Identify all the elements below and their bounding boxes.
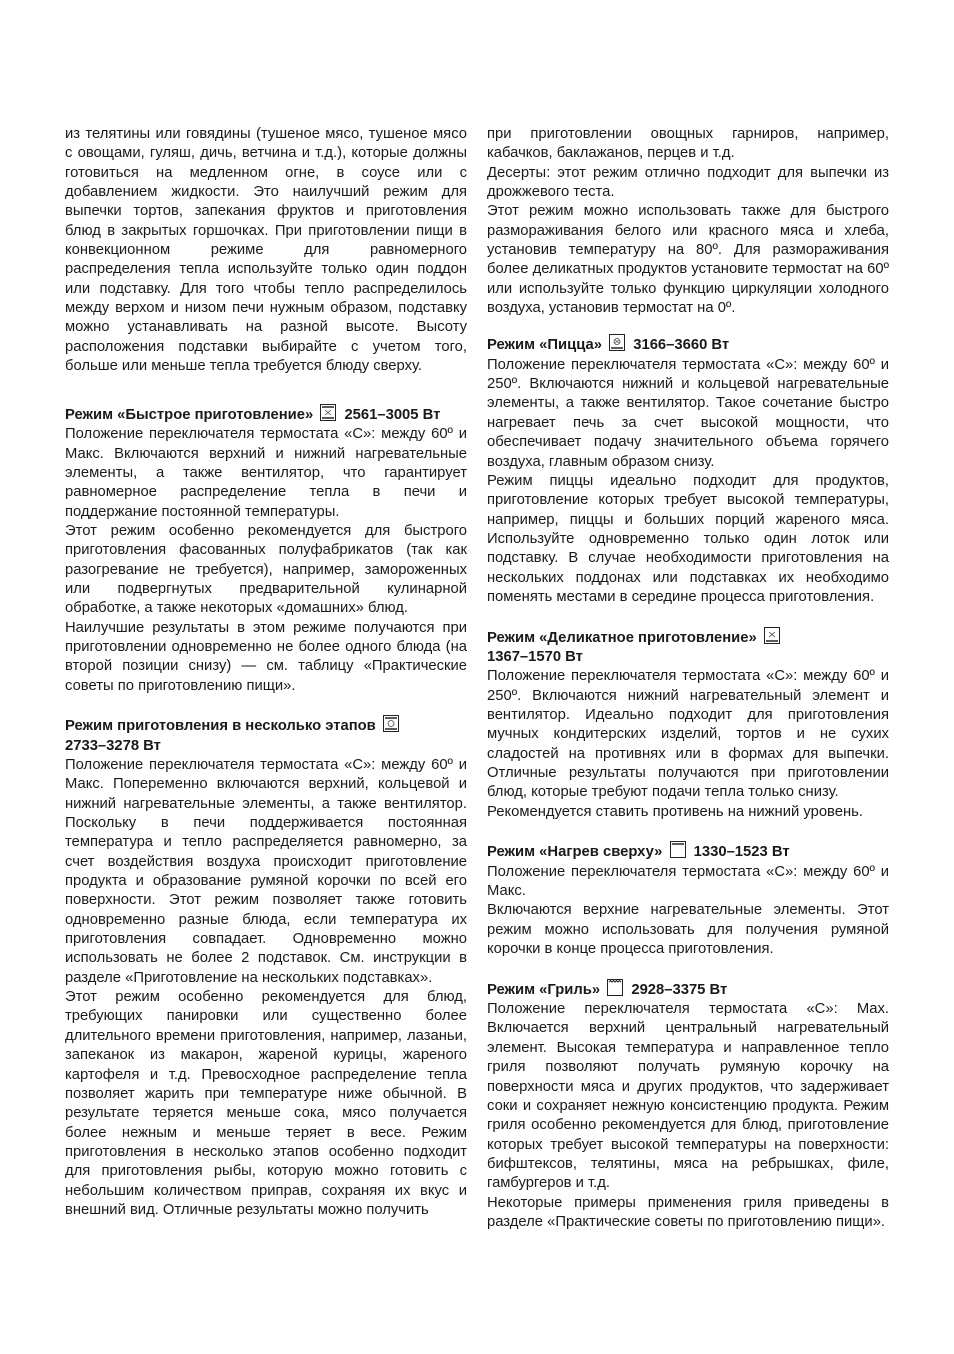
top-mode-power: 1330–1523 Вт xyxy=(693,844,790,861)
delicate-mode-paragraph-1: Положение переключателя термостата «С»: между 60º и 250º. Включаются нижний нагревательный элемент и вентилятор. Идеально подходит для приготовления мучных кондитерских изделий, тортов и не сухих сладостей на противнях или в формах для выпечки. Отличные результаты получаются при приготовлении блюд, которые требуют подачи тепла только снизу. xyxy=(487,668,889,801)
intro-paragraph: из телятины или говядины (тушеное мясо, тушеное мясо с овощами, гуляш, дичь, ветчина и т.д.), которые должны готовиться на медленном огне, в соусе или с добавлением жидкости. Это наилучший режим для выпечки тортов, запекания фруктов и приготовления блюд в закрытых горшочках. При приготовлении пищи в конвекционном режиме для равномерного распределения тепла используйте только один поддон или подставку. Для того чтобы тепло распределилось между верхом и низом печи нужным образом, подставку можно устанавливать на разной высоте. Высоту расположения подставки выбирайте с учетом того, больше или меньше тепла требуется блюду сверху. xyxy=(65,126,467,375)
right-intro-paragraph-2: Десерты: этот режим отлично подходит для выпечки из дрожжевого теста. xyxy=(487,164,889,201)
right-intro-paragraph-1: при приготовлении овощных гарниров, например, кабачков, баклажанов, перцев и т.д. xyxy=(487,126,889,162)
multi-mode-paragraph-1: Положение переключателя термостата «С»: между 60º и Макс. Попеременно включаются верхний, кольцевой и нижний нагревательные элементы, а также вентилятор. Поскольку в печи поддерживается постоянная температура и тепло распределяется равномерно, за счет воздействия воздуха происходит приготовление продукта и образование румяной корочки по всей его поверхности. Этот режим позволяет также готовить одновременно разные блюда, если температура их приготовления совпадает. Одновременно можно использовать не более 2 подставок. См. инструкции в разделе «Приготовление на нескольких подставках». xyxy=(65,757,467,986)
multi-mode-paragraph-2: Этот режим особенно рекомендуется для блюд, требующих панировки или существенно более длительного времени приготовления, например, лазаньи, запеканок из макарон, жареной курицы, жареного картофеля и т.д. Превосходное распределение тепла позволяет жарить при температуре ниже обычной. В результате теряется меньше сока, мясо получается более нежным и меньше теряет в весе. Режим приготовления в несколько этапов особенно подходит для приготовления рыбы, которую можно готовить с небольшим количеством приправ, сохраняя их вкус и внешний вид. Отличные результаты можно получить xyxy=(65,989,467,1218)
section-heading-fast xyxy=(65,404,467,425)
delicate-mode-title: Режим «Деликатное приготовление» xyxy=(487,629,757,646)
pizza-mode-icon xyxy=(609,334,625,351)
pizza-mode-title: Режим «Пицца» xyxy=(487,337,602,354)
top-mode-title: Режим «Нагрев сверху» xyxy=(487,844,663,861)
section-heading-delicate xyxy=(487,627,889,668)
top-mode-paragraph-2: Включаются верхние нагревательные элементы. Этот режим можно использовать для получения румяной корочки в конце процесса приготовления. xyxy=(487,902,889,958)
section-heading-grill xyxy=(487,979,889,1000)
right-column xyxy=(487,125,889,1232)
grill-mode-paragraph-1: Положение переключателя термостата «С»: Max. Включается верхний центральный нагревательный элемент. Высокая температура и направленное тепло гриля позволяют получать румяную корочку на поверхности мяса и других продуктов, что задерживает соки и сохраняет нежную консистенцию продукта. Режим гриля особенно рекомендуется для блюд, приготовление которых требует высокой температуры на поверхности: бифштексов, телятины, мяса на ребрышках, филе, гамбургеров и т.д. xyxy=(487,1001,889,1192)
pizza-mode-paragraph-1: Положение переключателя термостата «С»: между 60º и 250º. Включаются нижний и кольцевой нагревательные элементы, а также вентилятор. Такое сочетание быстро нагревает печь за счет высокой мощности, что обеспечивает подачу значительного объема горячего воздуха, главным образом снизу. xyxy=(487,356,889,470)
section-heading-pizza xyxy=(487,334,889,355)
grill-mode-paragraph-2: Некоторые примеры применения гриля приведены в разделе «Практические советы по приготовлению пищи». xyxy=(487,1194,889,1230)
grill-mode-power: 2928–3375 Вт xyxy=(631,981,728,998)
left-column xyxy=(65,125,467,1220)
section-heading-multi xyxy=(65,715,467,756)
fast-mode-power: 2561–3005 Вт xyxy=(344,406,441,423)
right-intro-paragraph-3: Этот режим можно использовать также для быстрого размораживания белого или красного мяса и хлеба, установив температуру на 80º. Для размораживания более деликатных продуктов установите термостат на 60º или используйте только функцию циркуляции холодного воздуха, установив термостат на 0º. xyxy=(487,203,889,317)
pizza-mode-paragraph-2: Режим пиццы идеально подходит для продуктов, приготовление которых требует высокой температуры, например, пиццы и больших порций жареного мяса. Используйте одновременно только один лоток или подставку. В случае необходимости приготовления на нескольких поддонах или подставках их необходимо поменять местами в середине процесса приготовления. xyxy=(487,472,889,605)
delicate-mode-power: 1367–1570 Вт xyxy=(487,648,583,665)
fast-mode-paragraph-3: Наилучшие результаты в этом режиме получаются при приготовлении одновременно не более одного блюда (на второй позиции снизу) — см. таблицу «Практические советы по приготовлению пищи». xyxy=(65,619,467,694)
multi-mode-power: 2733–3278 Вт xyxy=(65,737,161,754)
section-heading-top xyxy=(487,841,889,862)
grill-icon xyxy=(607,979,623,996)
fast-mode-paragraph-2: Этот режим особенно рекомендуется для быстрого приготовления фасованных полуфабрикатов (так как разогревание не требуется), например, замороженных или подвергнутых предварительной кулинарной обработке, а также некоторых «домашних» блюд. xyxy=(65,522,467,617)
delicate-bottom-fan-icon xyxy=(764,627,780,644)
top-mode-paragraph-1: Положение переключателя термостата «С»: между 60º и Макс. xyxy=(487,863,889,900)
fast-mode-paragraph-1: Положение переключателя термостата «С»: между 60º и Макс. Включаются верхний и нижний нагревательные элементы, а также вентилятор, что гарантирует равномерное распределение тепла в печи и поддержание постоянной температуры. xyxy=(65,426,467,520)
fan-top-bottom-heat-icon xyxy=(320,404,336,421)
multi-mode-title: Режим приготовления в несколько этапов xyxy=(65,718,376,735)
multilevel-fan-icon xyxy=(383,715,399,732)
pizza-mode-power: 3166–3660 Вт xyxy=(633,337,730,354)
top-heat-icon xyxy=(670,841,686,858)
delicate-mode-paragraph-2: Рекомендуется ставить противень на нижний уровень. xyxy=(487,803,863,820)
fast-mode-title: Режим «Быстрое приготовление» xyxy=(65,406,314,423)
grill-mode-title: Режим «Гриль» xyxy=(487,981,601,998)
